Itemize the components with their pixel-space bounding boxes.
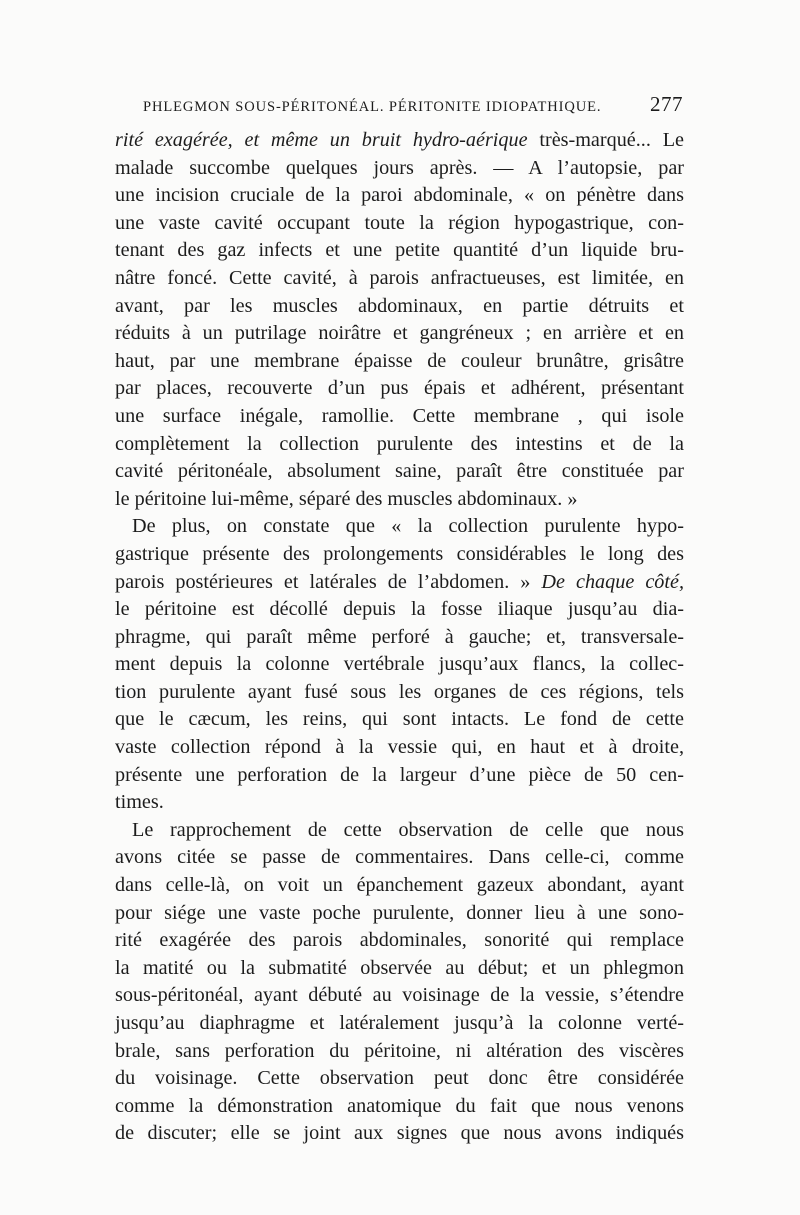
line-text: avant, par les muscles abdominaux, en partie détruits et: [115, 294, 684, 317]
text-line: [115, 375, 684, 403]
line-text: De plus, on constate que « la collection purulente hypo-: [132, 515, 684, 538]
body-text: [115, 127, 684, 1148]
text-line: [115, 569, 684, 597]
text-line: [115, 955, 684, 983]
line-text: une vaste cavité occupant toute la région hypogastrique, con-: [115, 211, 684, 234]
line-text: jusqu’au diaphragme et latéralement jusqu’à la colonne verté-: [115, 1012, 684, 1034]
text-line: [115, 293, 684, 321]
line-text: le péritoine est décollé depuis la fosse iliaque jusqu’au dia-: [115, 598, 684, 621]
line-text: malade succombe quelques jours après. — A l’autopsie, par: [115, 156, 684, 179]
text-line: [115, 982, 684, 1010]
text-line: [115, 1093, 684, 1121]
line-text: pour siége une vaste poche purulente, donner lieu à une sono-: [115, 901, 684, 924]
text-line: [115, 900, 684, 928]
line-text: par places, recouverte d’un pus épais et adhérent, présentant: [115, 377, 684, 400]
running-title: PHLEGMON SOUS-PÉRITONÉAL. PÉRITONITE IDIOPATHIQUE.: [143, 99, 602, 115]
text-line: [115, 431, 684, 459]
line-text: nâtre foncé. Cette cavité, à parois anfractueuses, est limitée, en: [115, 266, 684, 289]
line-text: une surface inégale, ramollie. Cette membrane , qui isole: [115, 404, 684, 427]
line-text: du voisinage. Cette observation peut donc être considérée: [115, 1067, 684, 1090]
line-text: rité exagérée des parois abdominales, sonorité qui remplace: [115, 929, 684, 952]
text-line: [115, 1038, 684, 1066]
text-line: [115, 706, 684, 734]
text-line: [115, 182, 684, 210]
line-text: vaste collection répond à la vessie qui, en haut et à droite,: [115, 736, 684, 759]
running-head: [143, 92, 683, 118]
text-line: [115, 817, 684, 845]
text-line: [115, 624, 684, 652]
line-text: ment depuis la colonne vertébrale jusqu’aux flancs, la collec-: [115, 653, 684, 676]
line-text: de discuter; elle se joint aux signes que nous avons indiqués: [115, 1122, 684, 1145]
line-text: tenant des gaz infects et une petite quantité d’un liquide bru-: [115, 239, 684, 262]
text-line: [115, 486, 684, 514]
text-line: [115, 1120, 684, 1148]
text-line: [115, 237, 684, 265]
line-text: sous-péritonéal, ayant débuté au voisinage de la vessie, s’étendre: [115, 984, 684, 1007]
text-line: [115, 872, 684, 900]
line-text: tion purulente ayant fusé sous les organes de ces régions, tels: [115, 680, 684, 703]
line-text: times.: [115, 791, 164, 814]
text-line: [115, 320, 684, 348]
italic-span: De chaque côté,: [541, 570, 684, 593]
page-number: 277: [650, 92, 683, 116]
text-line: [115, 458, 684, 486]
line-text: complètement la collection purulente des intestins et de la: [115, 432, 684, 455]
text-line: [115, 348, 684, 376]
text-line: [115, 403, 684, 431]
text-line: [115, 127, 684, 155]
line-text: avons citée se passe de commentaires. Dans celle-ci, comme: [115, 846, 684, 869]
text-line: [115, 762, 684, 790]
text-line: [115, 789, 684, 817]
text-line: [115, 265, 684, 293]
italic-span: rité exagérée, et même un bruit hydro-aérique: [115, 129, 528, 151]
line-text: la matité ou la submatité observée au début; et un phlegmon: [115, 956, 684, 979]
text-line: [115, 513, 684, 541]
text-line: [115, 651, 684, 679]
text-line: [115, 927, 684, 955]
line-text: brale, sans perforation du péritoine, ni altération des viscères: [115, 1039, 684, 1062]
line-text: une incision cruciale de la paroi abdominale, « on pénètre dans: [115, 184, 684, 207]
line-text: gastrique présente des prolongements considérables le long des: [115, 542, 684, 565]
text-line: [115, 1065, 684, 1093]
line-text: que le cæcum, les reins, qui sont intacts. Le fond de cette: [115, 708, 684, 731]
line-text: très-marqué... Le: [527, 129, 684, 151]
text-line: [115, 155, 684, 183]
text-line: [115, 210, 684, 238]
text-line: [115, 844, 684, 872]
line-text: comme la démonstration anatomique du fait que nous venons: [115, 1094, 684, 1117]
text-line: [115, 679, 684, 707]
text-line: [115, 596, 684, 624]
line-text: phragme, qui paraît même perforé à gauche; et, transversale-: [115, 625, 684, 648]
line-text: dans celle-là, on voit un épanchement gazeux abondant, ayant: [115, 874, 684, 897]
line-text: présente une perforation de la largeur d’une pièce de 50 cen-: [115, 763, 684, 786]
text-line: [115, 1010, 684, 1038]
line-text: cavité péritonéale, absolument saine, paraît être constituée par: [115, 460, 684, 483]
text-line: [115, 734, 684, 762]
text-line: [115, 541, 684, 569]
line-text: le péritoine lui-même, séparé des muscles abdominaux. »: [115, 487, 578, 510]
line-text: Le rapprochement de cette observation de celle que nous: [132, 818, 684, 841]
line-text: réduits à un putrilage noirâtre et gangréneux ; en arrière et en: [115, 322, 684, 345]
line-text: haut, par une membrane épaisse de couleur brunâtre, grisâtre: [115, 349, 684, 372]
line-text: parois postérieures et latérales de l’abdomen. »: [115, 570, 542, 593]
